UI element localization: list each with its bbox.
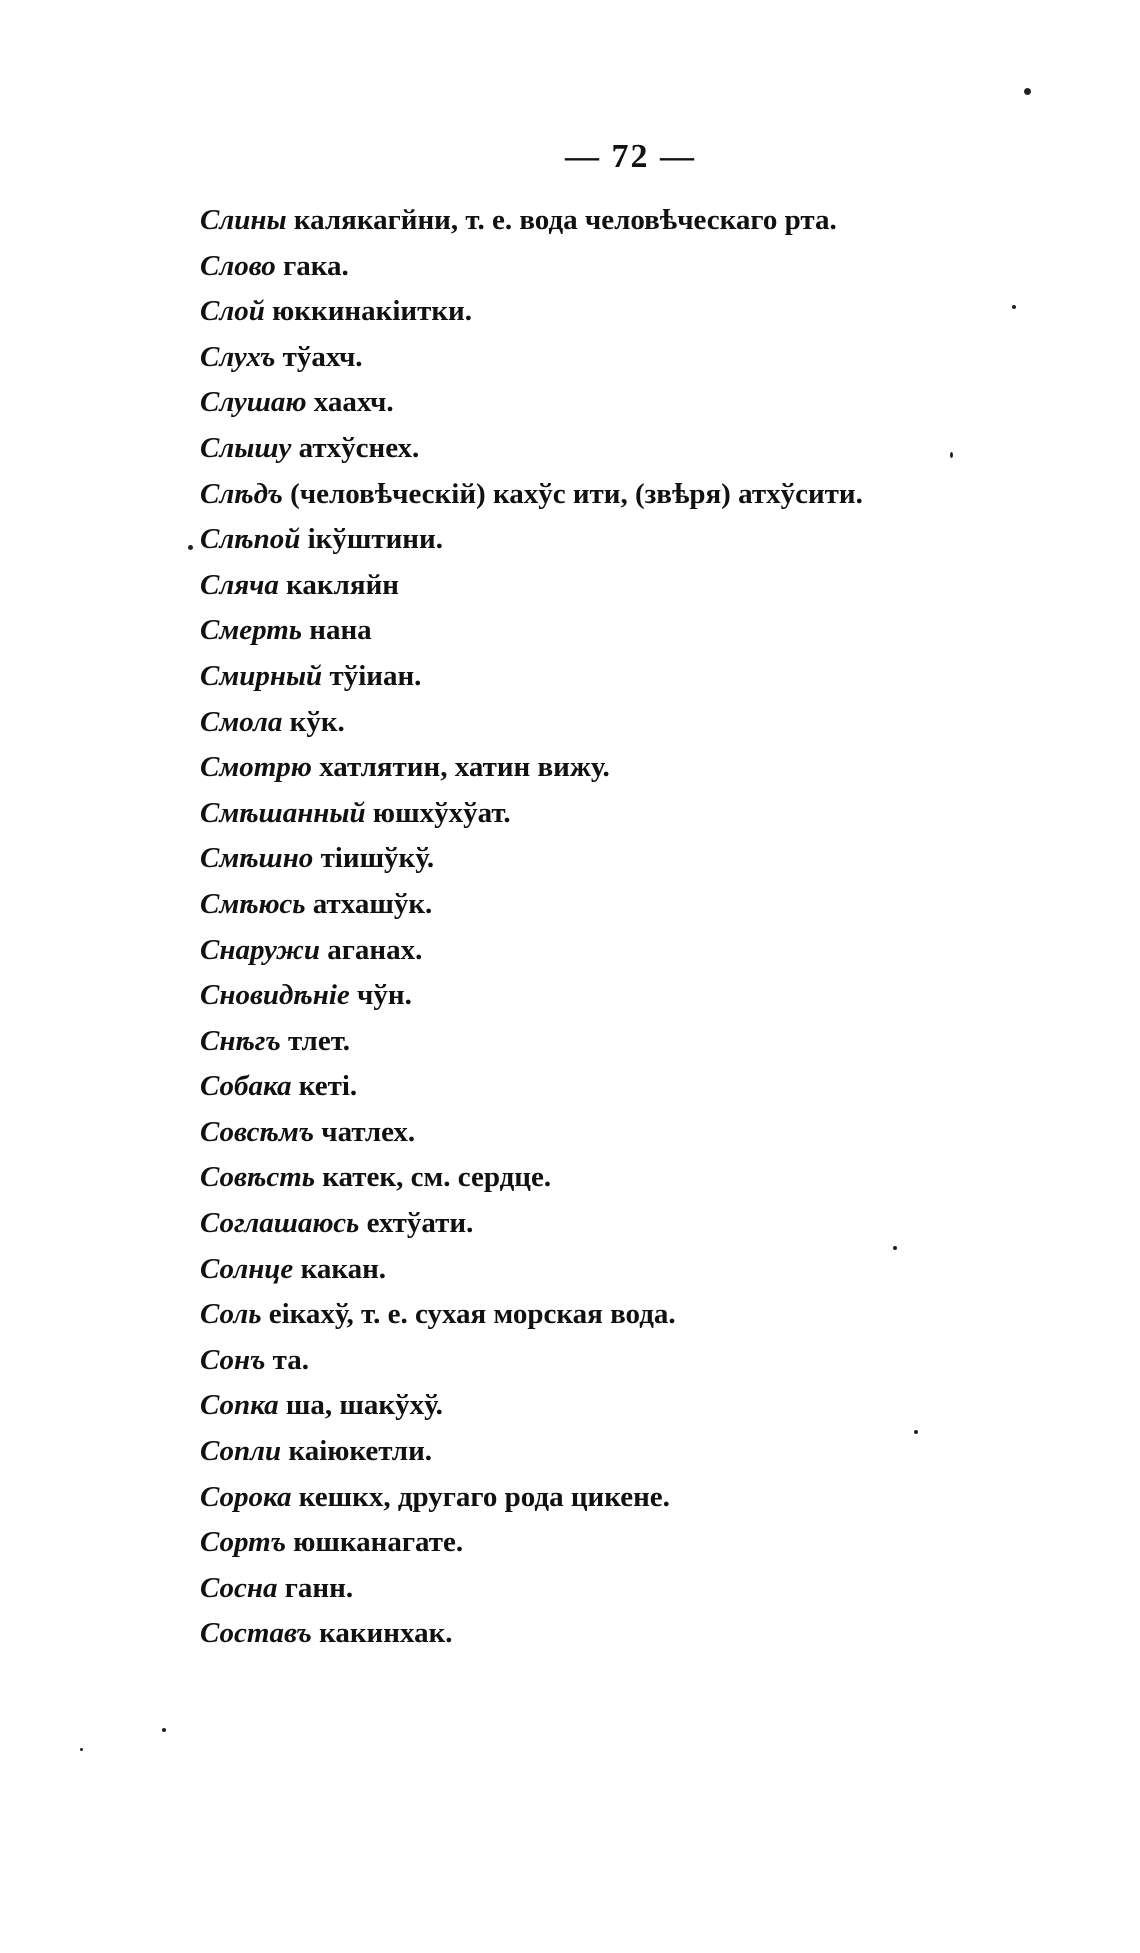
dictionary-entry bbox=[200, 1201, 1060, 1247]
dictionary-entry bbox=[200, 244, 1060, 290]
entry-translation: чўн. bbox=[349, 979, 412, 1012]
dictionary-entry bbox=[200, 745, 1060, 791]
entry-translation: еiкахў, т. е. сухая морская вода. bbox=[261, 1298, 676, 1331]
dictionary-entry bbox=[200, 1338, 1060, 1384]
entry-translation: ехтўати. bbox=[359, 1207, 474, 1240]
entry-translation: катек, см. сердце. bbox=[315, 1161, 552, 1194]
entry-translation: ганн. bbox=[277, 1571, 354, 1604]
dictionary-entries bbox=[200, 198, 1060, 1657]
entry-translation: iкўштини. bbox=[300, 523, 443, 556]
dictionary-entry bbox=[200, 1566, 1060, 1612]
dictionary-entry bbox=[200, 335, 1060, 381]
entry-headword: Слышу bbox=[200, 431, 292, 464]
dictionary-entry bbox=[200, 791, 1060, 837]
dictionary-entry bbox=[200, 700, 1060, 746]
scan-speck bbox=[188, 545, 193, 550]
dictionary-entry bbox=[200, 1064, 1060, 1110]
dictionary-entry bbox=[200, 973, 1060, 1019]
entry-headword: Слово bbox=[200, 249, 276, 282]
entry-headword: Слѣдъ bbox=[200, 477, 283, 510]
dictionary-entry bbox=[200, 289, 1060, 335]
entry-translation: хатлятин, хатин вижу. bbox=[311, 751, 610, 784]
dictionary-entry bbox=[200, 1247, 1060, 1293]
entry-headword: Совѣсть bbox=[200, 1161, 316, 1194]
dictionary-entry bbox=[200, 836, 1060, 882]
entry-headword: Сортъ bbox=[200, 1526, 286, 1559]
entry-headword: Составъ bbox=[200, 1617, 312, 1650]
entry-headword: Сопли bbox=[200, 1435, 282, 1468]
entry-headword: Сопка bbox=[200, 1389, 279, 1422]
dictionary-entry bbox=[200, 563, 1060, 609]
entry-headword: Смерть bbox=[200, 614, 303, 647]
entry-headword: Сосна bbox=[200, 1571, 278, 1604]
entry-headword: Слѣпой bbox=[200, 523, 301, 556]
dictionary-entry bbox=[200, 1019, 1060, 1065]
dictionary-entry bbox=[200, 882, 1060, 928]
page-number: — 72 — bbox=[565, 138, 696, 175]
entry-translation: кешкх, другаго рода цикене. bbox=[291, 1480, 670, 1513]
entry-translation: тўахч. bbox=[275, 340, 363, 373]
dictionary-entry bbox=[200, 198, 1060, 244]
dictionary-entry bbox=[200, 1429, 1060, 1475]
entry-translation: юшхўхўат. bbox=[365, 796, 511, 829]
entry-headword: Слушаю bbox=[200, 386, 307, 419]
entry-headword: Сорока bbox=[200, 1480, 292, 1513]
entry-translation: нана bbox=[302, 614, 372, 647]
entry-translation: тўiиан. bbox=[322, 659, 422, 692]
entry-headword: Сонъ bbox=[200, 1343, 266, 1376]
entry-headword: Смотрю bbox=[200, 751, 312, 784]
scan-speck bbox=[1024, 88, 1031, 95]
entry-translation: юккинакiитки. bbox=[264, 295, 472, 328]
dictionary-entry bbox=[200, 1292, 1060, 1338]
dictionary-entry bbox=[200, 517, 1060, 563]
entry-translation: юшканагате. bbox=[286, 1526, 464, 1559]
dictionary-entry bbox=[200, 1520, 1060, 1566]
entry-translation: та. bbox=[265, 1343, 310, 1376]
dictionary-entry bbox=[200, 654, 1060, 700]
dictionary-entry bbox=[200, 1110, 1060, 1156]
entry-headword: Смѣшанный bbox=[200, 796, 366, 829]
entry-translation: чатлех. bbox=[313, 1115, 416, 1148]
dictionary-entry bbox=[200, 928, 1060, 974]
entry-headword: Снѣгъ bbox=[200, 1024, 281, 1057]
scan-speck bbox=[914, 1430, 918, 1434]
dictionary-entry bbox=[200, 1155, 1060, 1201]
dictionary-entry bbox=[200, 472, 1060, 518]
entry-translation: атхўснех. bbox=[291, 431, 420, 464]
entry-headword: Слины bbox=[200, 204, 287, 236]
scan-speck bbox=[162, 1728, 166, 1732]
entry-translation: какинхак. bbox=[311, 1617, 453, 1650]
entry-headword: Смѣшно bbox=[200, 842, 314, 875]
entry-translation: ша, шакўхў. bbox=[278, 1389, 443, 1422]
entry-translation: кетi. bbox=[291, 1070, 358, 1103]
entry-translation: аганах. bbox=[319, 933, 423, 966]
entry-translation: (человѣческій) кахўс ити, (звѣря) атхўсити. bbox=[282, 477, 863, 510]
entry-translation: какан. bbox=[293, 1252, 387, 1285]
entry-headword: Соль bbox=[200, 1298, 262, 1331]
scan-speck bbox=[893, 1246, 897, 1250]
entry-headword: Сляча bbox=[200, 568, 279, 601]
entry-translation: каiюкетли. bbox=[281, 1435, 433, 1468]
entry-translation: кўк. bbox=[282, 705, 345, 738]
entry-headword: Слой bbox=[200, 295, 265, 328]
entry-headword: Снаружи bbox=[200, 933, 320, 966]
entry-headword: Солнце bbox=[200, 1252, 294, 1285]
dictionary-entry bbox=[200, 426, 1060, 472]
entry-translation: какляйн bbox=[278, 568, 399, 601]
dictionary-entry bbox=[200, 1475, 1060, 1521]
entry-headword: Сновидѣніе bbox=[200, 979, 350, 1012]
entry-translation: тлет. bbox=[280, 1024, 351, 1057]
entry-translation: атхашўк. bbox=[305, 887, 433, 920]
entry-headword: Слухъ bbox=[200, 340, 276, 373]
entry-translation: гака. bbox=[275, 249, 349, 282]
scan-speck bbox=[950, 452, 953, 458]
entry-headword: Смола bbox=[200, 705, 283, 738]
dictionary-entry bbox=[200, 608, 1060, 654]
entry-translation: калякагйни, т. е. вода человѣческаго рта. bbox=[286, 204, 837, 236]
scan-speck bbox=[1012, 305, 1016, 309]
dictionary-entry bbox=[200, 380, 1060, 426]
entry-headword: Смирный bbox=[200, 659, 323, 692]
entry-headword: Смѣюсь bbox=[200, 887, 306, 920]
dictionary-entry bbox=[200, 1383, 1060, 1429]
dictionary-entry bbox=[200, 1611, 1060, 1657]
entry-headword: Соглашаюсь bbox=[200, 1207, 360, 1240]
entry-translation: хаахч. bbox=[306, 386, 394, 419]
entry-headword: Совсѣмъ bbox=[200, 1115, 314, 1148]
entry-headword: Собака bbox=[200, 1070, 292, 1103]
scan-speck bbox=[80, 1748, 83, 1751]
entry-translation: тiишўкў. bbox=[313, 842, 435, 875]
